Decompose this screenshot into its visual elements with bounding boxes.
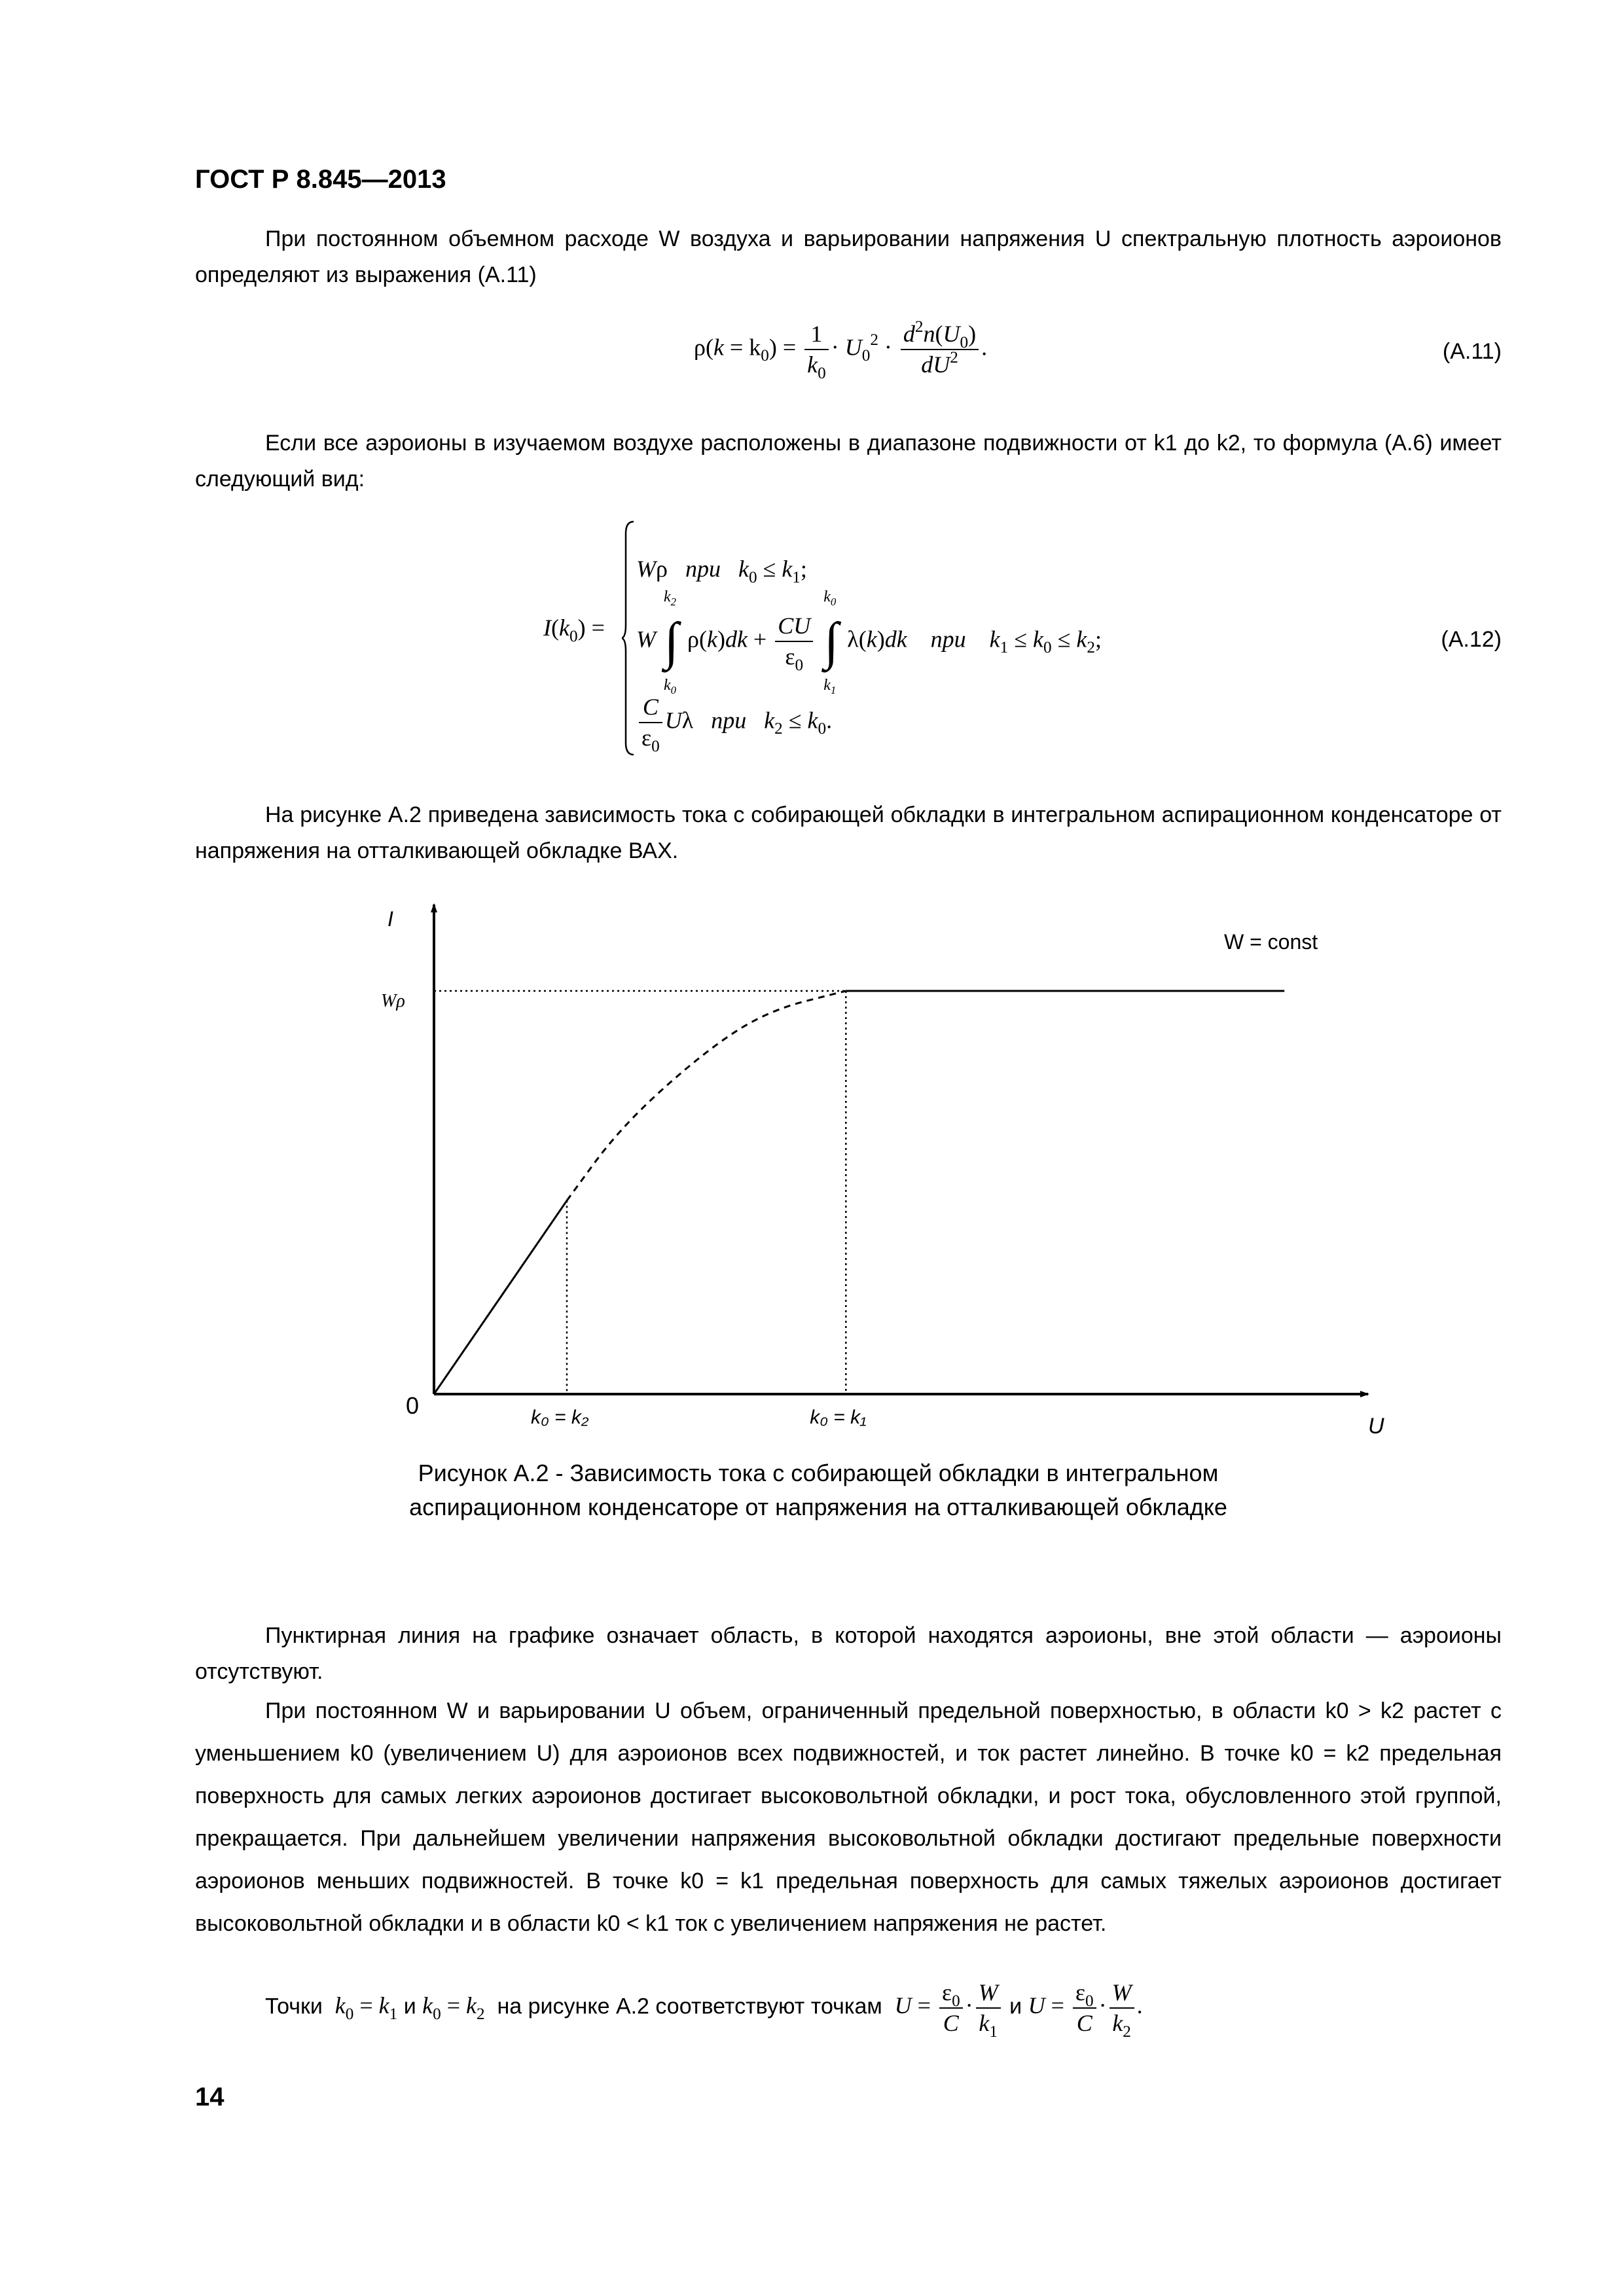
paragraph-1: При постоянном объемном расходе W воздуха и варьировании напряжения U спектральную плотность аэроионов определяют из выражения (А.11)	[195, 226, 1502, 287]
x-axis-label: U	[1368, 1414, 1384, 1439]
equation-a12-case3: $\frac{C}{\varepsilon_0}$ Uλ при $k_2 \le k_0$.	[636, 692, 832, 753]
caption-line-2: аспирационном конденсаторе от напряжения на отталкивающей обкладке	[409, 1494, 1227, 1520]
equation-a11: $\rho(k = k_0)$ = $\frac{1}{k_0}$ · $U_0^2$ · $\frac{d^2n(U_0)}{dU^2}$ .	[694, 317, 988, 382]
origin-label: 0	[406, 1392, 420, 1419]
marker-label-k0-eq-k1: k₀ = k₁	[810, 1407, 867, 1428]
equation-a12-number: (А.12)	[1441, 627, 1502, 652]
y-axis-label: I	[388, 907, 393, 931]
paragraph-5: При постоянном W и варьировании U объем, ограниченный предельной поверхностью, в области k0 > k2 растет с уменьшением k0 (увеличением U) для аэроионов всех подвижностей, и ток растет линейно. В точке k0 = k2 предельная поверхность для самых легких аэроионов достигает высоковольтной обкладки, и рост тока, обусловленного этой группой, прекращается. При дальнейшем увеличении напряжения высоковольтной обкладки достигают предельные поверхности аэроионов меньших подвижностей. В точке k0 = k1 предельная поверхность для самых тяжелых аэроионов достигает высоковольтной обкладки и в области k0 < k1 ток с увеличением напряжения не растет.	[195, 1698, 1502, 1936]
const-annotation: W = const	[1224, 930, 1318, 954]
figure-caption	[196, 1456, 1440, 1524]
series-linear	[434, 1200, 567, 1394]
equation-a12-lhs: $I(k_0)$ =	[543, 615, 605, 645]
series-transition	[567, 991, 846, 1200]
paragraph-2: Если все аэроионы в изучаемом воздухе расположены в диапазоне подвижности от k1 до k2, то формула (А.6) имеет следующий вид:	[195, 431, 1502, 492]
marker-label-k0-eq-k2: k₀ = k₂	[531, 1407, 589, 1428]
paragraph-6: Точки $k_0 = k_1$ и $k_0 = k_2$ на рисунке А.2 соответствуют точкам U = $\frac{\varepsilon_0}{C}$ · $\frac{W}{k_1}$ и U = $\frac{\varepsilon_0}{C}$ · $\frac{W}{k_2}$ .	[265, 1979, 1143, 2041]
paragraph-4: Пунктирная линия на графике означает область, в которой находятся аэроионы, вне этой области — аэроионы отсутствуют.	[195, 1623, 1502, 1684]
equation-a12-brace	[622, 520, 635, 756]
y-level-label: Wρ	[381, 991, 405, 1011]
equation-a12-case2: W $k_2$ ∫ $k_0$ ρ(k)dk + $\frac{CU}{\varepsilon_0}$ $k_0$ ∫ $k_1$ λ(k)dk при $k_1 \le k_0 \le k_2$;	[636, 588, 1102, 696]
equation-a11-number: (А.11)	[1442, 339, 1502, 364]
paragraph-3: На рисунке А.2 приведена зависимость тока с собирающей обкладки в интегральном аспирационном конденсаторе от напряжения на отталкивающей обкладке ВАХ.	[195, 802, 1502, 863]
caption-line-1: Рисунок А.2 - Зависимость тока с собирающей обкладки в интегральном	[418, 1460, 1219, 1486]
figure-a2-chart	[367, 890, 1414, 1453]
page-number: 14	[195, 2083, 225, 2111]
equation-a12-case1: Wρ при $k_0 \le k_1$;	[636, 556, 807, 586]
document-header: ГОСТ Р 8.845—2013	[195, 165, 446, 194]
